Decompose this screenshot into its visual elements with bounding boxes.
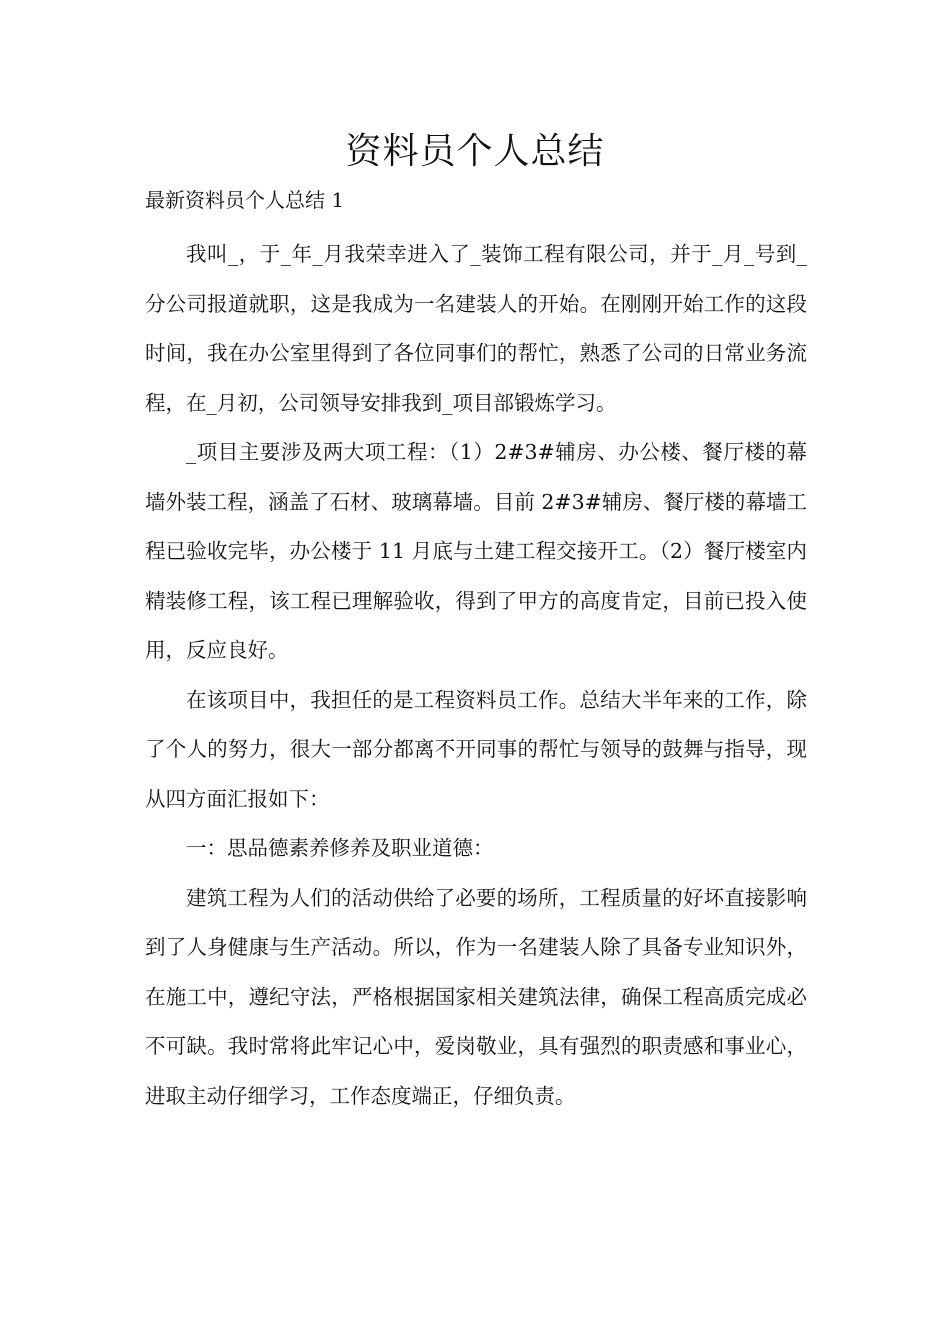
- document-title: 资料员个人总结: [345, 131, 605, 172]
- paragraph-role: 在该项目中，我担任的是工程资料员工作。总结大半年来的工作，除了个人的努力，很大一部分都离不开同事的帮忙与领导的鼓舞与指导，现从四方面汇报如下：: [145, 687, 807, 811]
- paragraph-project: _项目主要涉及两大项工程：（1）2#3#辅房、办公楼、餐厅楼的幕墙外装工程，涵盖了石材、玻璃幕墙。目前 2#3#辅房、餐厅楼的幕墙工程已验收完毕，办公楼于 11 月底与土建工程交接开工。（2）餐厅楼室内精装修工程，该工程已理解验收，得到了甲方的高度肯定，目前已投入使用，反应良好。: [145, 440, 807, 662]
- document-subtitle: 最新资料员个人总结 1: [145, 188, 345, 212]
- section-heading-ethics: 一：思品德素养修养及职业道德：: [186, 836, 494, 860]
- paragraph-ethics: 建筑工程为人们的活动供给了必要的场所，工程质量的好坏直接影响到了人身健康与生产活动。所以，作为一名建装人除了具备专业知识外，在施工中，遵纪守法，严格根据国家相关建筑法律，确保工程高质完成必不可缺。我时常将此牢记心中，爱岗敬业，具有强烈的职责感和事业心，进取主动仔细学习，工作态度端正，仔细负责。: [145, 885, 807, 1108]
- document-body: [145, 230, 807, 1121]
- paragraph-intro: 我叫_，于_年_月我荣幸进入了_装饰工程有限公司，并于_月_号到_分公司报道就职，这是我成为一名建装人的开始。在刚刚开始工作的这段时间，我在办公室里得到了各位同事们的帮忙，熟悉了公司的日常业务流程，在_月初，公司领导安排我到_项目部锻炼学习。: [145, 242, 807, 415]
